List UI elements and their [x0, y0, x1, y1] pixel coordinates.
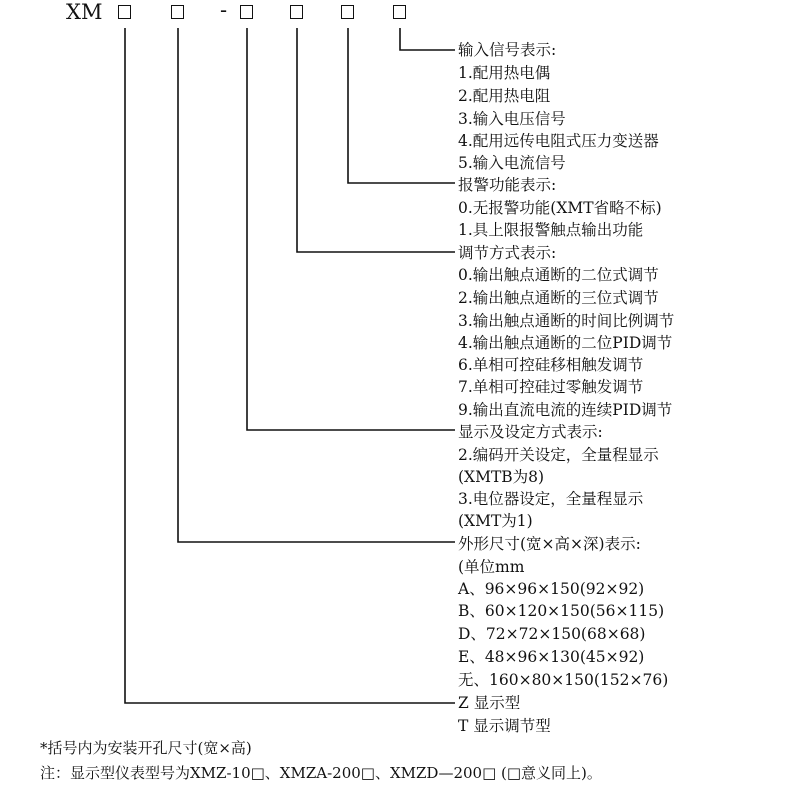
connector-input-signal	[400, 28, 455, 50]
list-item: (XMTB为8)	[458, 468, 545, 486]
list-item: 3.输出触点通断的时间比例调节	[458, 312, 675, 330]
code-box-input-signal	[393, 5, 406, 19]
connector-control-mode	[297, 28, 455, 252]
list-item: 0.输出触点通断的二位式调节	[458, 266, 659, 284]
list-item: A、96×96×150(92×92)	[458, 580, 645, 598]
list-item: T 显示调节型	[458, 717, 551, 735]
model-dash: -	[220, 0, 228, 22]
code-box-type	[118, 5, 131, 19]
list-item: (单位mm	[458, 558, 525, 576]
model-prefix: XM	[66, 0, 103, 24]
connector-type	[125, 28, 455, 703]
footnote-mounting-cutout: *括号内为安装开孔尺寸(宽×高)	[40, 739, 252, 757]
list-item: 9.输出直流电流的连续PID调节	[458, 401, 673, 419]
list-item: 2.编码开关设定，全量程显示	[458, 446, 659, 464]
group-title-display-setting: 显示及设定方式表示:	[458, 423, 603, 441]
list-item: (XMT为1)	[458, 512, 533, 530]
list-item: 3.输入电压信号	[458, 110, 566, 128]
group-title-control-mode: 调节方式表示:	[458, 244, 557, 262]
list-item: 3.电位器设定，全量程显示	[458, 490, 644, 508]
connector-alarm	[348, 28, 455, 183]
list-item: 4.输出触点通断的二位PID调节	[458, 334, 673, 352]
connector-display-setting	[247, 28, 455, 430]
list-item: B、60×120×150(56×115)	[458, 602, 665, 620]
footnote-display-model: 注：显示型仪表型号为XMZ-10□、XMZA-200□、XMZD—200□ (□意义同上)。	[40, 764, 602, 782]
list-item: D、72×72×150(68×68)	[458, 625, 646, 643]
list-item: 5.输入电流信号	[458, 154, 566, 172]
code-box-alarm	[341, 5, 354, 19]
list-item: 6.单相可控硅移相触发调节	[458, 356, 644, 374]
list-item: 1.具上限报警触点输出功能	[458, 221, 644, 239]
list-item: E、48×96×130(45×92)	[458, 648, 645, 666]
connector-dimensions	[178, 28, 455, 542]
list-item: 无、160×80×150(152×76)	[458, 671, 669, 689]
code-box-dimensions	[171, 5, 184, 19]
group-title-alarm: 报警功能表示:	[458, 176, 557, 194]
code-box-display-setting	[240, 5, 253, 19]
list-item: 0.无报警功能(XMT省略不标)	[458, 199, 662, 217]
list-item: 2.输出触点通断的三位式调节	[458, 289, 659, 307]
list-item: 7.单相可控硅过零触发调节	[458, 378, 644, 396]
list-item: 4.配用远传电阻式压力变送器	[458, 132, 659, 150]
list-item: 2.配用热电阻	[458, 87, 551, 105]
group-title-type: Z 显示型	[458, 694, 521, 712]
group-title-input-signal: 输入信号表示:	[458, 41, 557, 59]
code-box-control-mode	[290, 5, 303, 19]
group-title-dimensions: 外形尺寸(宽×高×深)表示:	[458, 535, 641, 553]
list-item: 1.配用热电偶	[458, 64, 551, 82]
